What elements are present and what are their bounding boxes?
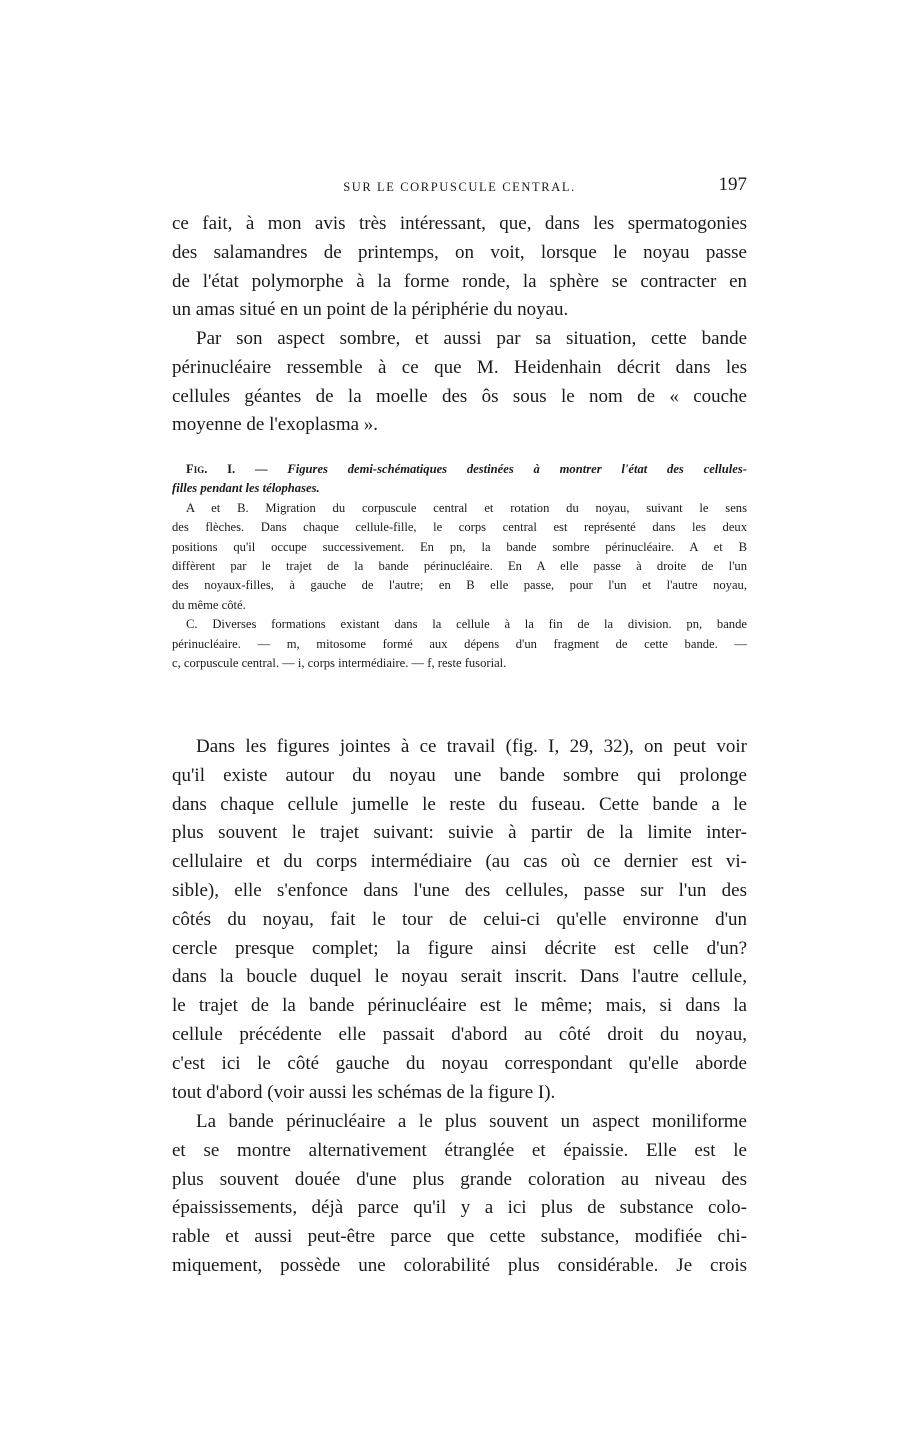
paragraph-3 <box>172 733 747 1107</box>
text-line: dans la boucle duquel le noyau serait inscrit. Dans l'autre cellule, <box>172 966 747 988</box>
text-line: périnucléaire ressemble à ce que M. Heidenhain décrit dans les <box>172 356 747 378</box>
page-header <box>172 174 747 202</box>
paragraph-2 <box>172 325 747 440</box>
text-line: Par son aspect sombre, et aussi par sa situation, cette bande <box>196 328 747 349</box>
text-line: plus souvent douée d'une plus grande coloration au niveau des <box>172 1168 747 1190</box>
text-line: un amas situé en un point de la périphérie du noyau. <box>172 299 569 321</box>
figure-caption <box>172 460 747 673</box>
text-line: côtés du noyau, fait le tour de celui-ci qu'elle environne d'un <box>172 908 747 930</box>
caption-line: du même côté. <box>172 597 246 612</box>
text-line: sible), elle s'enfonce dans l'une des cellules, passe sur l'un des <box>172 879 747 901</box>
text-line: miquement, possède une colorabilité plus considérable. Je crois <box>172 1254 747 1276</box>
paragraph-4 <box>172 1108 747 1281</box>
caption-line: des flèches. Dans chaque cellule-fille, le corps central est représenté dans les deux <box>172 520 747 535</box>
paragraph-1 <box>172 210 747 325</box>
text-line: tout d'abord (voir aussi les schémas de la figure I). <box>172 1081 556 1103</box>
caption-title: Figures demi-schématiques destinées à montrer l'état des cellules- <box>287 462 747 476</box>
text-line: dans chaque cellule jumelle le reste du fuseau. Cette bande a le <box>172 793 747 815</box>
caption-title-line: filles pendant les télophases. <box>172 481 320 496</box>
caption-line: positions qu'il occupe successivement. En pn, la bande sombre périnucléaire. A et B <box>172 539 747 554</box>
caption-line: C. Diverses formations existant dans la cellule à la fin de la division. pn, bande <box>186 617 747 632</box>
text-line: cellule précédente elle passait d'abord au côté droit du noyau, <box>172 1023 747 1045</box>
text-line: rable et aussi peut-être parce que cette substance, modifiée chi- <box>172 1226 747 1248</box>
text-line: plus souvent le trajet suivant: suivie à partir de la limite inter- <box>172 822 747 844</box>
text-line: c'est ici le côté gauche du noyau correspondant qu'elle aborde <box>172 1052 747 1074</box>
text-line: Dans les figures jointes à ce travail (fig. I, 29, 32), on peut voir <box>196 736 747 757</box>
caption-line: des noyaux-filles, à gauche de l'autre; en B elle passe, pour l'un et l'autre noyau, <box>172 578 747 593</box>
text-line: des salamandres de printemps, on voit, lorsque le noyau passe <box>172 241 747 263</box>
text-line: cellules géantes de la moelle des ôs sous le nom de « couche <box>172 385 747 407</box>
figure-label: Fig. I. — <box>186 462 268 476</box>
caption-line: diffèrent par le trajet de la bande périnucléaire. En A elle passe à droite de l'un <box>172 558 747 573</box>
page-number: 197 <box>718 174 747 195</box>
caption-title-line <box>172 460 747 479</box>
text-line: le trajet de la bande périnucléaire est le même; mais, si dans la <box>172 995 747 1017</box>
caption-line: A et B. Migration du corpuscule central et rotation du noyau, suivant le sens <box>186 500 747 515</box>
text-line: La bande périnucléaire a le plus souvent un aspect moniliforme <box>196 1111 747 1132</box>
caption-line: c, corpuscule central. — i, corps intermédiaire. — f, reste fusorial. <box>172 655 507 670</box>
caption-line: périnucléaire. — m, mitosome formé aux dépens d'un fragment de cette bande. — <box>172 636 747 651</box>
text-line: ce fait, à mon avis très intéressant, que, dans les spermatogonies <box>172 213 747 234</box>
text-line: et se montre alternativement étranglée et épaissie. Elle est le <box>172 1139 747 1161</box>
text-line: cellulaire et du corps intermédiaire (au cas où ce dernier est vi- <box>172 851 747 873</box>
text-line: de l'état polymorphe à la forme ronde, la sphère se contracter en <box>172 270 747 292</box>
running-head: SUR LE CORPUSCULE CENTRAL. <box>343 180 576 194</box>
text-line: épaississements, déjà parce qu'il y a ici plus de substance colo- <box>172 1197 747 1219</box>
text-line: moyenne de l'exoplasma ». <box>172 414 379 436</box>
text-line: cercle presque complet; la figure ainsi décrite est celle d'un? <box>172 937 747 959</box>
text-line: qu'il existe autour du noyau une bande sombre qui prolonge <box>172 764 747 786</box>
